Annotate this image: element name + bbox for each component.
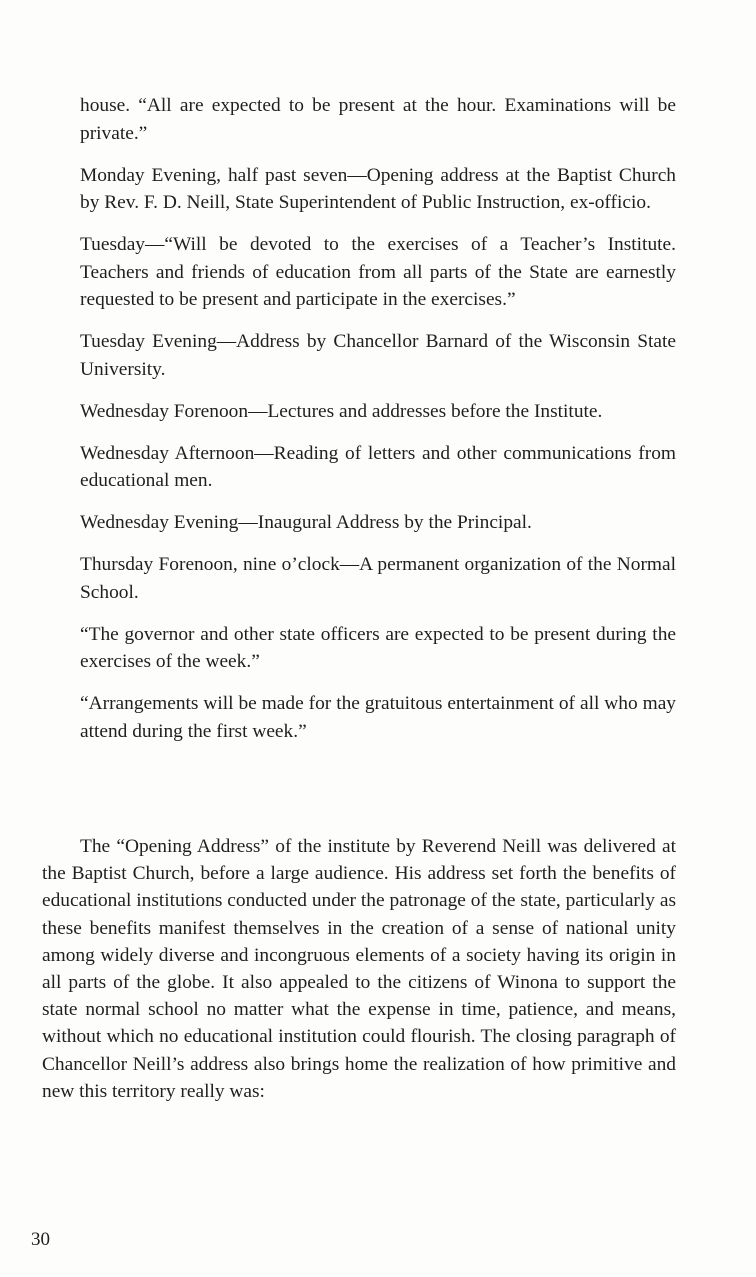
schedule-note-officers: “The governor and other state officers are expected to be present during the exercises of the week.” [80, 623, 676, 672]
schedule-quotation [80, 92, 676, 760]
schedule-entry-thursday-forenoon: Thursday Forenoon, nine o’clock—A permanent organization of the Normal School. [80, 554, 676, 603]
schedule-entry-wednesday-evening: Wednesday Evening—Inaugural Address by the Principal. [80, 512, 532, 533]
page-number: 30 [31, 1229, 50, 1250]
opening-address-paragraph: The “Opening Address” of the institute by Reverend Neill was delivered at the Baptist Church, before a large audience. His address set forth the benefits of educational institutions conducted under the patronage of the state, particularly as these benefits manifest themselves in the creation of a sense of national unity among widely diverse and incongruous elements of a society having its origin in all parts of the globe. It also appealed to the citizens of Winona to support the state normal school no matter what the expense in time, patience, and means, without which no educational institution could flourish. The closing paragraph of Chancellor Neill’s address also brings home the realization of how primitive and new this territory really was: [42, 836, 676, 1102]
schedule-entry-monday-evening: Monday Evening, half past seven—Opening address at the Baptist Church by Rev. F. D. Neill, State Superintendent of Public Instruction, ex-officio. [80, 164, 676, 213]
schedule-note-entertainment: “Arrangements will be made for the gratuitous entertainment of all who may attend during the first week.” [80, 693, 676, 742]
schedule-entry-wednesday-forenoon: Wednesday Forenoon—Lectures and addresses before the Institute. [80, 400, 603, 422]
schedule-entry-tuesday: Tuesday—“Will be devoted to the exercises of a Teacher’s Institute. Teachers and friends of education from all parts of the State are earnestly requested to be present and participate in the exercises.” [80, 234, 676, 310]
body-text [42, 833, 676, 1105]
schedule-entry-tuesday-evening: Tuesday Evening—Address by Chancellor Barnard of the Wisconsin State University. [80, 331, 676, 380]
schedule-entry-wednesday-afternoon: Wednesday Afternoon—Reading of letters and other communications from educational men. [80, 442, 676, 491]
schedule-entry-examinations: house. “All are expected to be present at the hour. Examinations will be private.” [80, 95, 676, 144]
